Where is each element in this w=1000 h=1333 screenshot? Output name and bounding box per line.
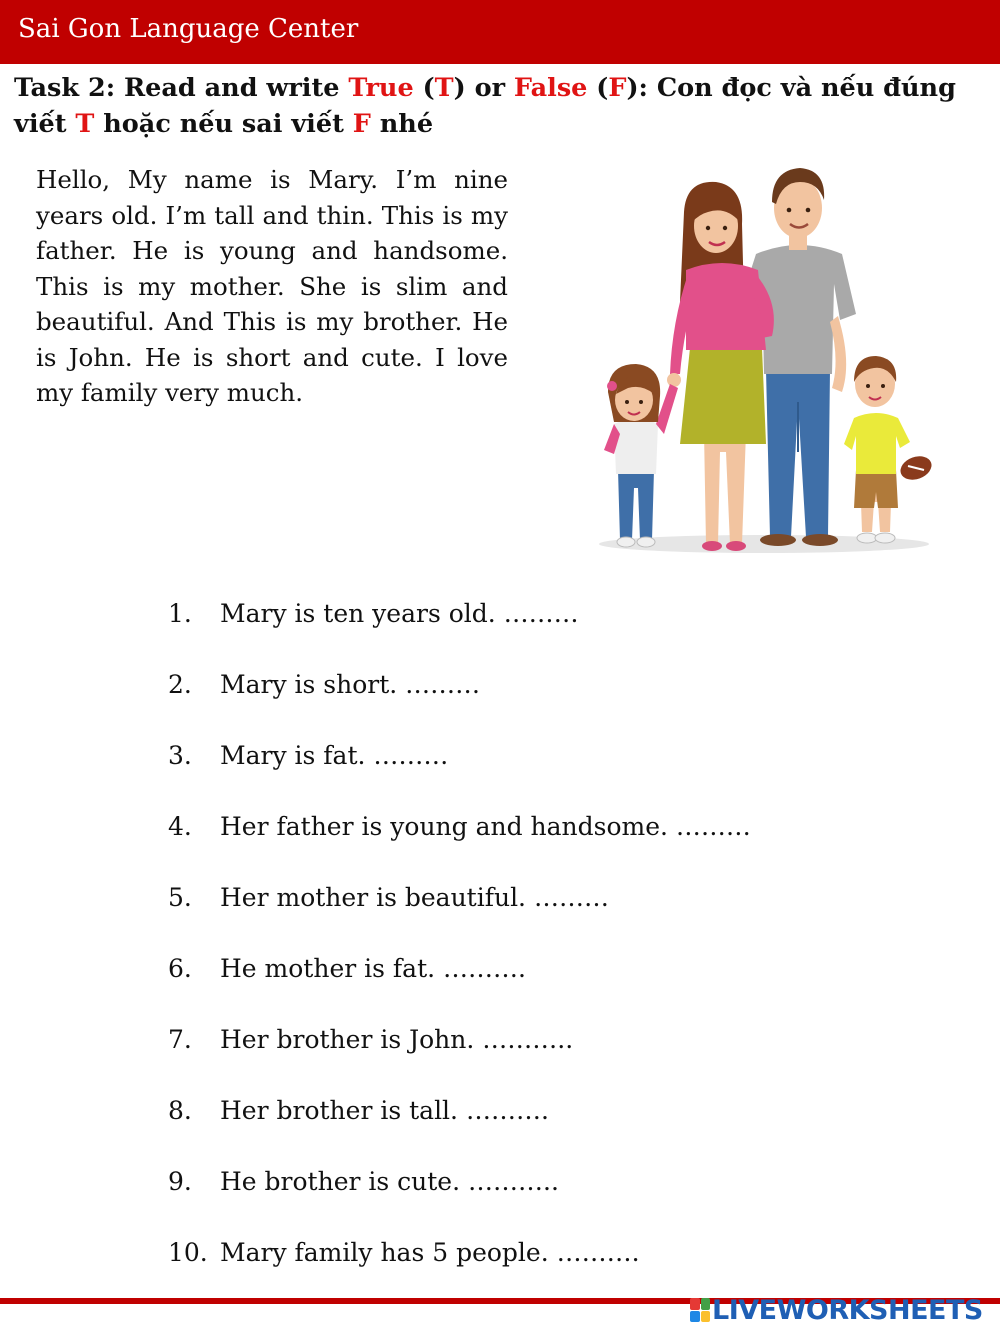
header-title: Sai Gon Language Center xyxy=(18,14,359,44)
question-number: 5. xyxy=(168,883,192,912)
mother-figure xyxy=(667,182,774,551)
true-word: True xyxy=(348,73,414,103)
task-text: nhé xyxy=(370,109,434,139)
question-number: 8. xyxy=(168,1096,192,1125)
question-number: 6. xyxy=(168,954,192,983)
question-text: Her brother is John. ……….. xyxy=(220,1025,574,1054)
task-text: ): Con đọc và nếu đúng viết xyxy=(14,73,956,139)
f-letter: F xyxy=(608,73,627,103)
list-item xyxy=(168,661,751,732)
question-number: 10. xyxy=(168,1238,208,1267)
question-text: Mary family has 5 people. ………. xyxy=(220,1238,640,1267)
t-letter: T xyxy=(75,109,95,139)
t-letter: T xyxy=(434,73,454,103)
question-text: Her father is young and handsome. ……… xyxy=(220,812,751,841)
question-text: Mary is fat. ……… xyxy=(220,741,449,770)
header-bar xyxy=(0,0,1000,64)
question-list xyxy=(168,590,751,1300)
task-instructions xyxy=(14,70,974,142)
question-number: 1. xyxy=(168,599,192,628)
logo-badge-icon xyxy=(690,1298,710,1322)
question-number: 4. xyxy=(168,812,192,841)
question-text: Mary is short. ……… xyxy=(220,670,481,699)
false-word: False xyxy=(513,73,588,103)
task-text: ) or xyxy=(453,73,514,103)
question-number: 9. xyxy=(168,1167,192,1196)
list-item xyxy=(168,1229,751,1300)
family-illustration xyxy=(594,152,934,556)
question-text: Her mother is beautiful. ……… xyxy=(220,883,609,912)
list-item xyxy=(168,1016,751,1087)
reading-passage: Hello, My name is Mary. I’m nine years old. I’m tall and thin. This is my father. He is young and handsome. This is my mother. She is slim and beautiful. And This is my brother. He is John. He is short and cute. I love my family very much. xyxy=(36,165,508,407)
question-number: 3. xyxy=(168,741,192,770)
f-letter: F xyxy=(352,109,371,139)
boy-figure xyxy=(844,356,934,543)
list-item xyxy=(168,1158,751,1229)
logo-text: LIVEWORKSHEETS xyxy=(712,1294,983,1326)
list-item xyxy=(168,945,751,1016)
liveworksheets-logo[interactable] xyxy=(690,1292,983,1328)
list-item xyxy=(168,803,751,874)
list-item xyxy=(168,732,751,803)
question-text: He mother is fat. ………. xyxy=(220,954,526,983)
list-item xyxy=(168,874,751,945)
question-number: 7. xyxy=(168,1025,192,1054)
girl-figure xyxy=(604,364,678,547)
task-text: ( xyxy=(413,73,435,103)
question-number: 2. xyxy=(168,670,192,699)
task-text: ( xyxy=(587,73,609,103)
list-item xyxy=(168,590,751,661)
question-text: Mary is ten years old. ……… xyxy=(220,599,579,628)
list-item xyxy=(168,1087,751,1158)
task-text: hoặc nếu sai viết xyxy=(94,109,353,139)
question-text: Her brother is tall. ………. xyxy=(220,1096,549,1125)
task-text: Task 2: Read and write xyxy=(14,73,349,103)
question-text: He brother is cute. ……….. xyxy=(220,1167,559,1196)
